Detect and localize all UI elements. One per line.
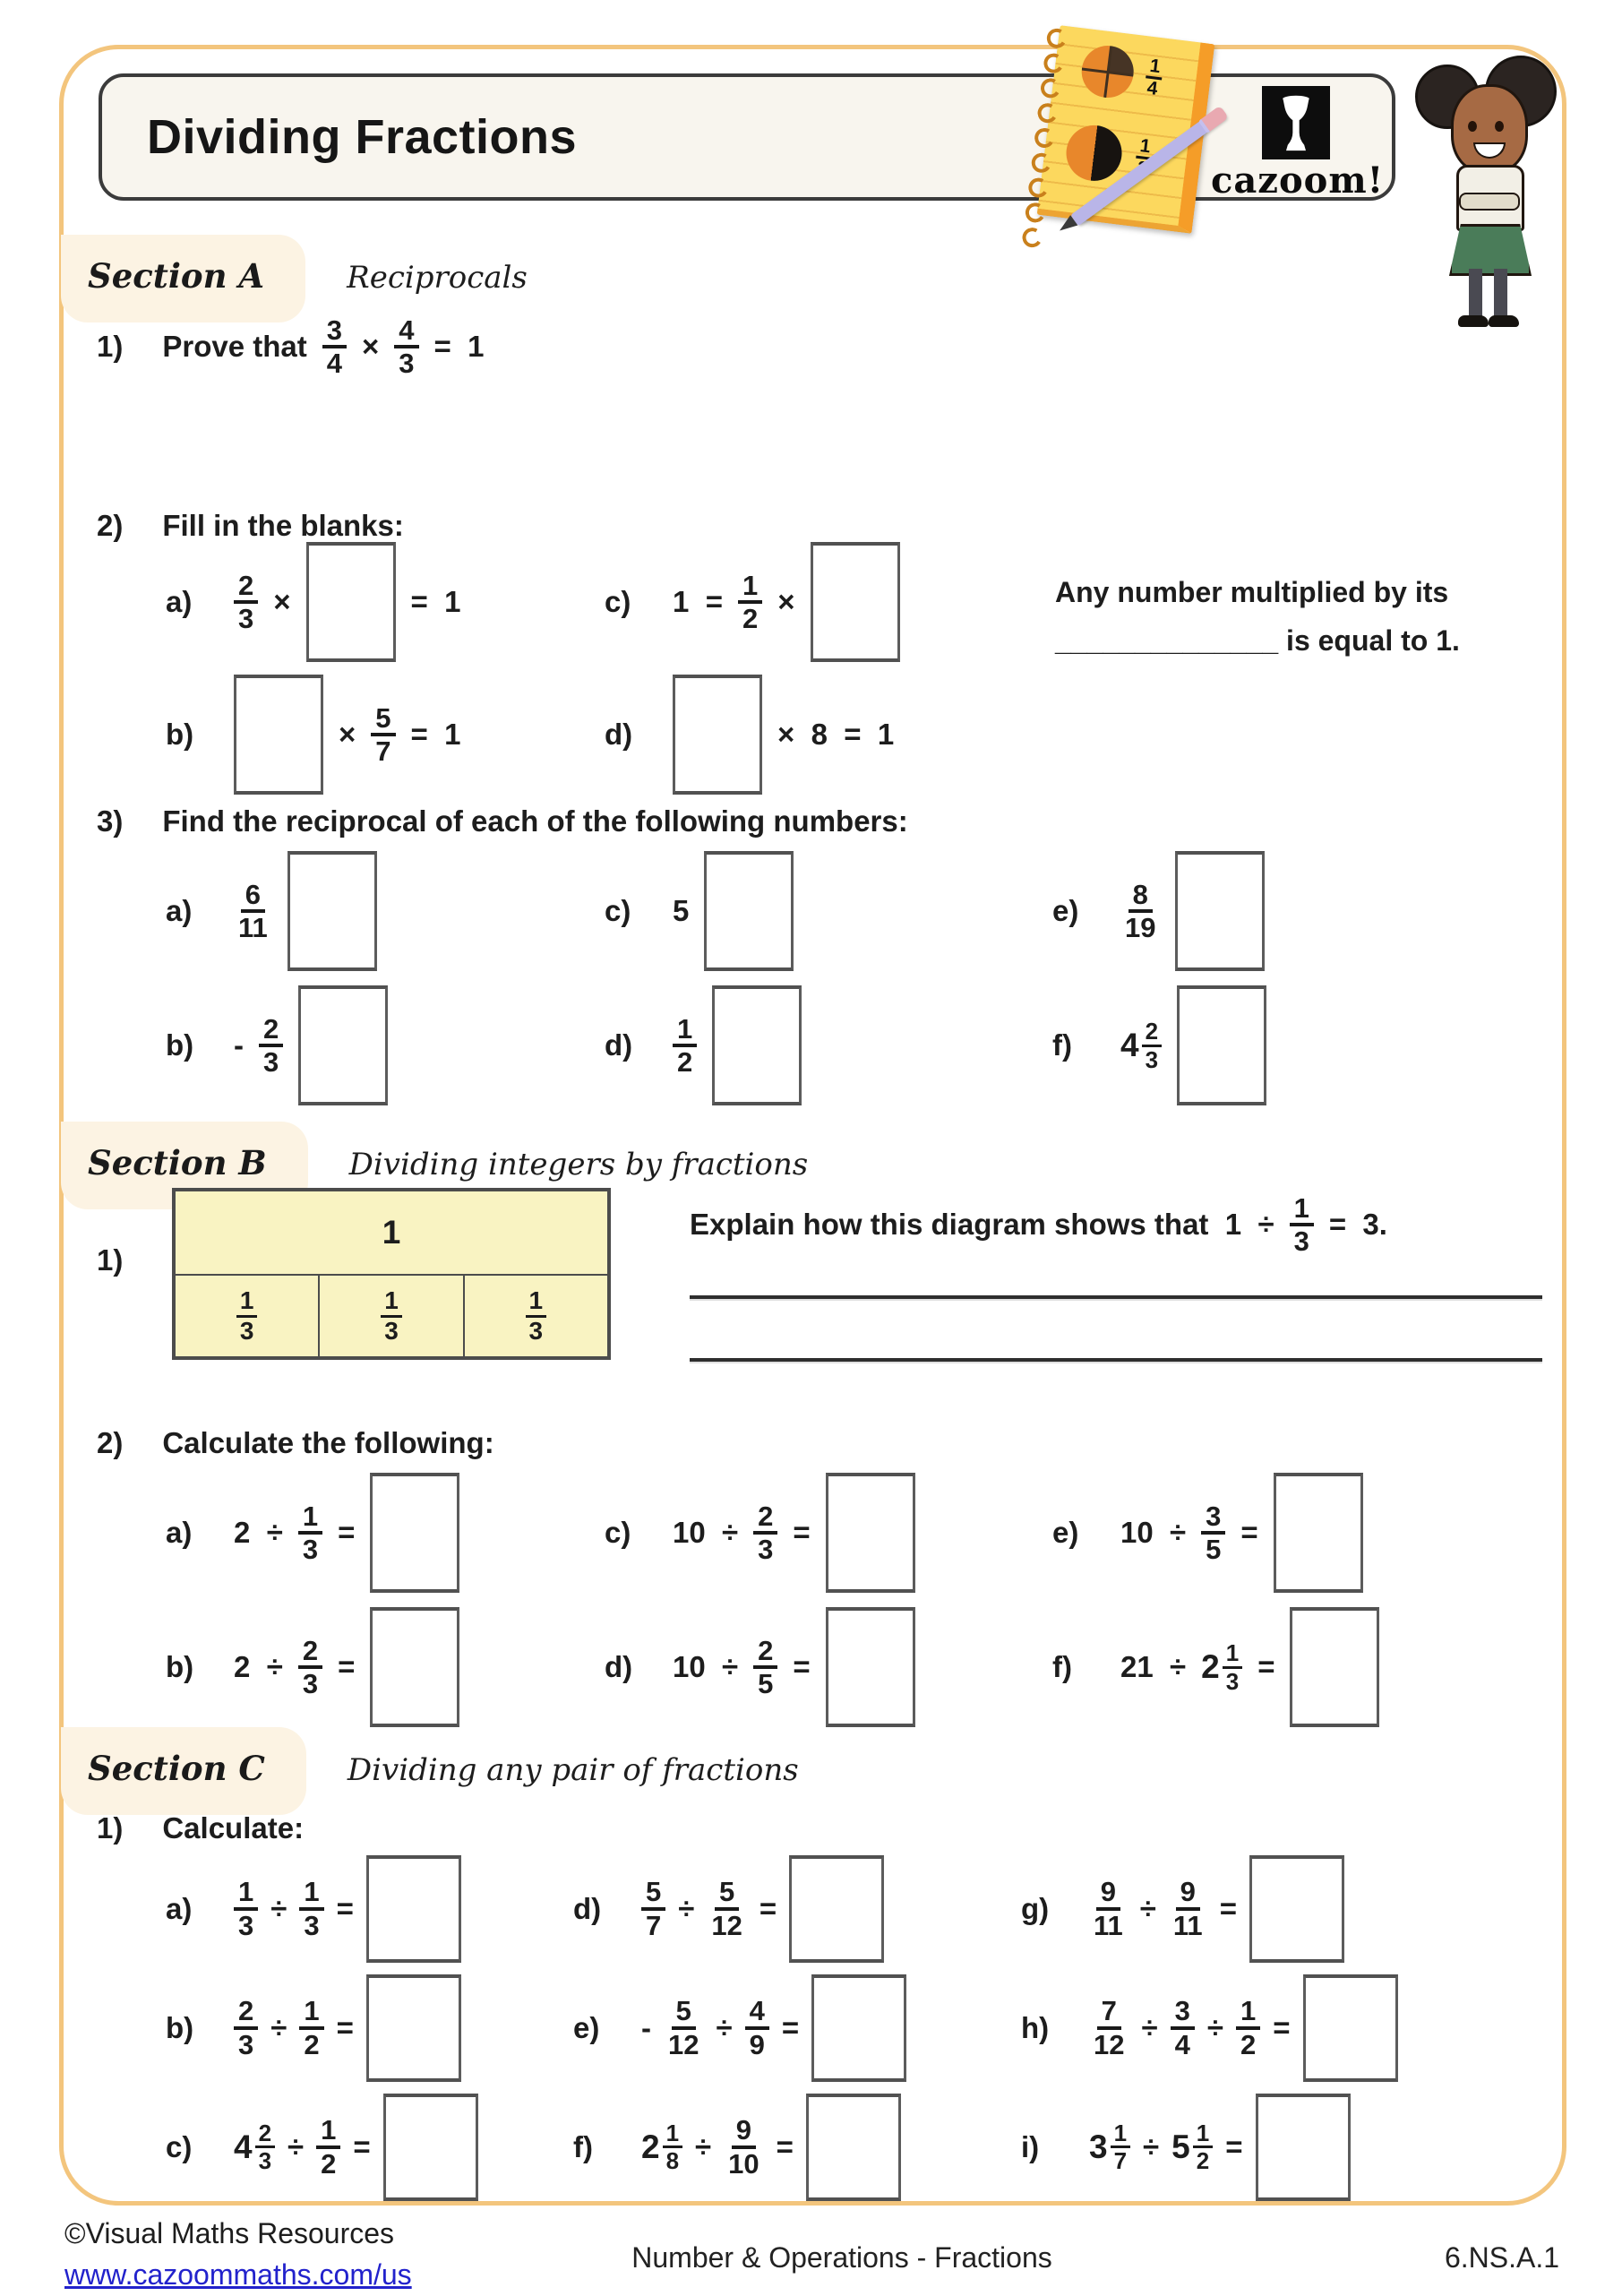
fraction: $\frac{9}{10}$ — [728, 2114, 760, 2180]
page-title: Dividing Fractions — [147, 110, 578, 164]
expression-text: 2 ÷ — [234, 1516, 283, 1549]
fraction: $\frac{7}{12}$ — [1094, 1995, 1125, 2060]
problem-a3-c: c) 5 — [605, 851, 1052, 971]
fraction: $\frac{1}{8}$ — [663, 2120, 682, 2173]
question-number: 1) — [97, 1811, 124, 1845]
problem-a2-a: a) $\frac{2}{3}$ × = 1 — [166, 542, 605, 662]
mixed-number: 3 $\frac{1}{7}$ — [1089, 2120, 1130, 2173]
expression-text: ÷ — [716, 2010, 733, 2044]
expression-text: = — [759, 1891, 777, 1925]
problem-c1-a: a) $\frac{1}{3}$ ÷ $\frac{1}{3}$ = — [166, 1855, 573, 1963]
problem-a3-d: d) $\frac{1}{2}$ — [605, 985, 1052, 1105]
question-text: Calculate the following: — [162, 1426, 494, 1459]
expression-text: 5 — [673, 894, 690, 927]
fraction: $\frac{3}{4}$ — [1171, 1996, 1195, 2060]
problem-a2-b: b) × $\frac{5}{7}$ = 1 — [166, 675, 605, 795]
answer-line[interactable] — [690, 1295, 1542, 1299]
fraction: $\frac{1}{7}$ — [1111, 2120, 1130, 2173]
question-text: Fill in the blanks: — [162, 509, 404, 542]
expression-text: = — [1257, 1650, 1275, 1683]
problem-b2-f: f) 21 ÷ 2 $\frac{1}{3}$ = — [1052, 1607, 1536, 1727]
answer-box[interactable] — [287, 851, 377, 971]
fraction: $\frac{1}{3}$ — [234, 1877, 258, 1940]
question-number: 2) — [97, 509, 124, 542]
problem-c1-b: b) $\frac{2}{3}$ ÷ $\frac{1}{2}$ = — [166, 1974, 573, 2082]
answer-box[interactable] — [673, 675, 762, 795]
expression-text: = — [1225, 2129, 1243, 2163]
problem-b2-e: e) 10 ÷ $\frac{3}{5}$ = — [1052, 1473, 1536, 1593]
fraction: $\frac{4}{3}$ — [394, 315, 418, 379]
expression-text: 1 = — [673, 585, 723, 618]
fraction: $\frac{6}{11}$ — [238, 878, 268, 943]
diagram-third-cell: $\frac{1}{3}$ — [464, 1275, 608, 1357]
expression-text: × 8 = 1 — [777, 718, 895, 751]
answer-box[interactable] — [712, 985, 802, 1105]
student-character-illustration — [1415, 47, 1558, 306]
problem-c1-c: c) 4 $\frac{2}{3}$ ÷ $\frac{1}{2}$ = — [166, 2094, 573, 2201]
fraction: $\frac{1}{3}$ — [1290, 1193, 1314, 1257]
question-b2 — [97, 1426, 494, 1460]
mixed-number: 4 $\frac{2}{3}$ — [1120, 1019, 1162, 1071]
answer-box[interactable] — [1274, 1473, 1363, 1593]
answer-box[interactable] — [298, 985, 388, 1105]
answer-box[interactable] — [1177, 985, 1266, 1105]
character-shirt — [1456, 165, 1524, 231]
answer-box[interactable] — [1249, 1855, 1344, 1963]
brand-name: cazoom! — [1211, 159, 1385, 202]
expression-text: ÷ — [1206, 2010, 1223, 2044]
expression-text: = 1 — [410, 585, 461, 618]
diagram-third-cell: $\frac{1}{3}$ — [175, 1275, 319, 1357]
fraction: $\frac{2}{3}$ — [234, 1996, 258, 2060]
section-a-label: Section A — [61, 235, 305, 322]
expression-text: = — [336, 1891, 354, 1925]
website-link[interactable]: www.cazoommaths.com/us — [64, 2258, 412, 2292]
answer-box[interactable] — [704, 851, 794, 971]
answer-box[interactable] — [383, 2094, 478, 2201]
expression-text: = 1 — [410, 718, 461, 751]
problem-a3-b: b) - $\frac{2}{3}$ — [166, 985, 605, 1105]
fraction: $\frac{5}{7}$ — [371, 703, 395, 767]
fraction: $\frac{4}{9}$ — [745, 1996, 769, 2060]
expression-text: ÷ — [678, 1891, 695, 1925]
expression-text: × — [777, 585, 795, 618]
fraction: $\frac{3}{5}$ — [1201, 1501, 1225, 1565]
fraction: $\frac{5}{12}$ — [668, 1995, 699, 2060]
expression-text: 10 ÷ — [673, 1516, 739, 1549]
question-a1 — [97, 315, 484, 379]
fraction: $\frac{2}{3}$ — [1142, 1019, 1162, 1071]
problem-a2-d: d) × 8 = 1 — [605, 675, 1061, 795]
expression-text: = — [338, 1516, 356, 1549]
mixed-number: 2 $\frac{1}{3}$ — [1201, 1640, 1242, 1693]
notepad-fraction-half: 1 — [1133, 136, 1154, 180]
question-a1-expression — [162, 315, 484, 379]
question-text: Calculate: — [162, 1811, 305, 1845]
answer-box[interactable] — [306, 542, 396, 662]
problem-b2-d: d) 10 ÷ $\frac{2}{5}$ = — [605, 1607, 1052, 1727]
fraction: $\frac{5}{12}$ — [711, 1876, 742, 1941]
expression-text: Explain how this diagram shows that 1 ÷ — [690, 1208, 1274, 1242]
notepad-fraction-quarter: $\frac{1}{4}$ — [1143, 56, 1163, 99]
fraction-bar-diagram — [172, 1188, 611, 1360]
mixed-number: 4 $\frac{2}{3}$ — [234, 2120, 275, 2173]
problem-c1-f: f) 2 $\frac{1}{8}$ ÷ $\frac{9}{10}$ = — [573, 2094, 1021, 2201]
fraction: $\frac{1}{3}$ — [298, 1501, 322, 1565]
expression-text: ÷ — [695, 2129, 712, 2163]
expression-text: = — [338, 1650, 356, 1683]
question-number: 1) — [97, 330, 124, 364]
expression-text: ÷ — [1141, 2010, 1158, 2044]
expression-text: = — [1273, 2010, 1291, 2044]
fraction: $\frac{9}{11}$ — [1172, 1876, 1203, 1941]
mixed-number: 5 $\frac{1}{2}$ — [1171, 2120, 1213, 2173]
question-a3-problems — [166, 844, 1536, 1113]
answer-box[interactable] — [1175, 851, 1265, 971]
footer-strand: Number & Operations - Fractions — [631, 2241, 1052, 2274]
question-b1-prompt — [690, 1193, 1542, 1257]
expression-text: 10 ÷ — [673, 1650, 739, 1683]
answer-box[interactable] — [826, 1473, 915, 1593]
expression-text: = — [776, 2129, 794, 2163]
question-c1 — [97, 1811, 304, 1845]
expression-text: 10 ÷ — [1120, 1516, 1187, 1549]
notepad-illustration — [1026, 23, 1250, 256]
section-a-subtitle: Reciprocals — [347, 260, 528, 296]
mixed-number: 2 $\frac{1}{8}$ — [641, 2120, 682, 2173]
answer-box[interactable] — [234, 675, 323, 795]
expression-text: = — [781, 2010, 800, 2044]
fraction: $\frac{2}{5}$ — [753, 1636, 777, 1699]
reciprocal-rule-note: Any number multiplied by its ______________ is equal to 1. — [1055, 576, 1460, 658]
fraction: $\frac{5}{7}$ — [641, 1877, 665, 1940]
expression-text: Prove that — [162, 330, 307, 364]
expression-text: × — [273, 585, 291, 618]
expression-text: 2 ÷ — [234, 1650, 283, 1683]
fraction: $\frac{1}{2}$ — [316, 2115, 340, 2179]
character-head — [1451, 84, 1528, 174]
problem-c1-i: i) 3 $\frac{1}{7}$ ÷ 5 $\frac{1}{2}$ = — [1021, 2094, 1545, 2201]
expression-text: ÷ — [270, 1891, 287, 1925]
copyright-text: ©Visual Maths Resources — [64, 2217, 395, 2249]
question-number: 2) — [97, 1426, 124, 1459]
quarter-pie-icon — [1078, 43, 1137, 101]
expression-text: = — [793, 1650, 811, 1683]
spiral-binding-icon — [1021, 28, 1068, 249]
expression-text: 21 ÷ — [1120, 1650, 1187, 1683]
problem-b2-c: c) 10 ÷ $\frac{2}{3}$ = — [605, 1473, 1052, 1593]
expression-text: = — [336, 2010, 354, 2044]
expression-text: - — [641, 2010, 651, 2044]
problem-c1-d: d) $\frac{5}{7}$ ÷ $\frac{5}{12}$ = — [573, 1855, 1021, 1963]
diagram-third-cell: $\frac{1}{3}$ — [319, 1275, 463, 1357]
question-number: 3) — [97, 804, 124, 838]
fraction: $\frac{2}{3}$ — [753, 1501, 777, 1565]
fraction: $\frac{1}{2}$ — [738, 571, 762, 634]
expression-text: = — [1240, 1516, 1258, 1549]
answer-box[interactable] — [1303, 1974, 1398, 2082]
problem-a3-a: a) $\frac{6}{11}$ — [166, 851, 605, 971]
half-pie-icon — [1063, 122, 1125, 184]
question-a2-problems — [166, 536, 1061, 801]
expression-text: ÷ — [270, 2010, 287, 2044]
expression-text: ÷ — [287, 2129, 305, 2163]
diagram-whole-cell: 1 — [175, 1191, 608, 1275]
footer-attribution — [64, 2213, 412, 2296]
section-a-header — [61, 235, 528, 322]
section-b-subtitle: Dividing integers by fractions — [348, 1147, 809, 1182]
footer-standard-code: 6.NS.A.1 — [1444, 2241, 1559, 2274]
fraction: $\frac{2}{3}$ — [298, 1636, 322, 1699]
question-c1-problems — [166, 1849, 1545, 2206]
expression-text: × — [361, 330, 380, 364]
problem-b2-b: b) 2 ÷ $\frac{2}{3}$ = — [166, 1607, 605, 1727]
question-b1-expression — [690, 1193, 1387, 1257]
question-text: Find the reciprocal of each of the following numbers: — [162, 804, 908, 838]
problem-a3-f: f) 4 $\frac{2}{3}$ — [1052, 985, 1536, 1105]
problem-a2-c: c) 1 = $\frac{1}{2}$ × — [605, 542, 1061, 662]
expression-text: ÷ — [1139, 1891, 1156, 1925]
fraction: $\frac{1}{2}$ — [673, 1014, 697, 1078]
expression-text: = — [1219, 1891, 1237, 1925]
expression-text: = — [353, 2129, 371, 2163]
expression-text: = 1 — [433, 330, 485, 364]
section-c-label: Section C — [61, 1727, 306, 1815]
expression-text: ÷ — [1143, 2129, 1160, 2163]
djembe-drum-icon — [1262, 86, 1330, 159]
section-c-header — [61, 1727, 799, 1815]
fraction: $\frac{8}{19}$ — [1125, 878, 1156, 943]
expression-text: = 3. — [1328, 1208, 1387, 1242]
expression-text: × — [339, 718, 356, 751]
problem-c1-e: e) - $\frac{5}{12}$ ÷ $\frac{4}{9}$ = — [573, 1974, 1021, 2082]
answer-box[interactable] — [806, 2094, 901, 2201]
expression-text: = — [793, 1516, 811, 1549]
section-b-label: Section B — [61, 1122, 308, 1209]
section-c-subtitle: Dividing any pair of fractions — [347, 1752, 799, 1788]
fraction: $\frac{3}{4}$ — [322, 315, 347, 379]
expression-text: - — [234, 1028, 244, 1062]
answer-box[interactable] — [366, 1855, 461, 1963]
answer-box[interactable] — [370, 1473, 459, 1593]
problem-c1-g: g) $\frac{9}{11}$ ÷ $\frac{9}{11}$ = — [1021, 1855, 1545, 1963]
answer-box[interactable] — [370, 1607, 459, 1727]
fraction: $\frac{1}{2}$ — [1236, 1996, 1260, 2060]
fraction: $\frac{9}{11}$ — [1094, 1876, 1123, 1941]
character-skirt — [1449, 224, 1532, 276]
answer-box[interactable] — [1290, 1607, 1379, 1727]
answer-box[interactable] — [366, 1974, 461, 2082]
question-a3 — [97, 804, 908, 838]
fraction: $\frac{2}{3}$ — [234, 571, 258, 634]
fraction: $\frac{1}{2}$ — [1193, 2120, 1213, 2173]
fraction: $\frac{1}{2}$ — [299, 1996, 323, 2060]
answer-box[interactable] — [811, 1974, 906, 2082]
problem-c1-h: h) $\frac{7}{12}$ ÷ $\frac{3}{4}$ ÷ $\frac{1}{2}$ = — [1021, 1974, 1545, 2082]
answer-box[interactable] — [1256, 2094, 1351, 2201]
problem-a3-e: e) $\frac{8}{19}$ — [1052, 851, 1536, 971]
fraction: $\frac{1}{3}$ — [1223, 1640, 1242, 1693]
answer-box[interactable] — [811, 542, 900, 662]
problem-b2-a: a) 2 ÷ $\frac{1}{3}$ = — [166, 1473, 605, 1593]
fraction: $\frac{1}{3}$ — [299, 1877, 323, 1940]
question-b1-number: 1) — [97, 1243, 124, 1277]
answer-box[interactable] — [789, 1855, 884, 1963]
question-b2-problems — [166, 1466, 1536, 1734]
answer-box[interactable] — [826, 1607, 915, 1727]
fraction: $\frac{2}{3}$ — [259, 1014, 283, 1078]
fraction: $\frac{2}{3}$ — [255, 2120, 275, 2173]
answer-line[interactable] — [690, 1358, 1542, 1362]
